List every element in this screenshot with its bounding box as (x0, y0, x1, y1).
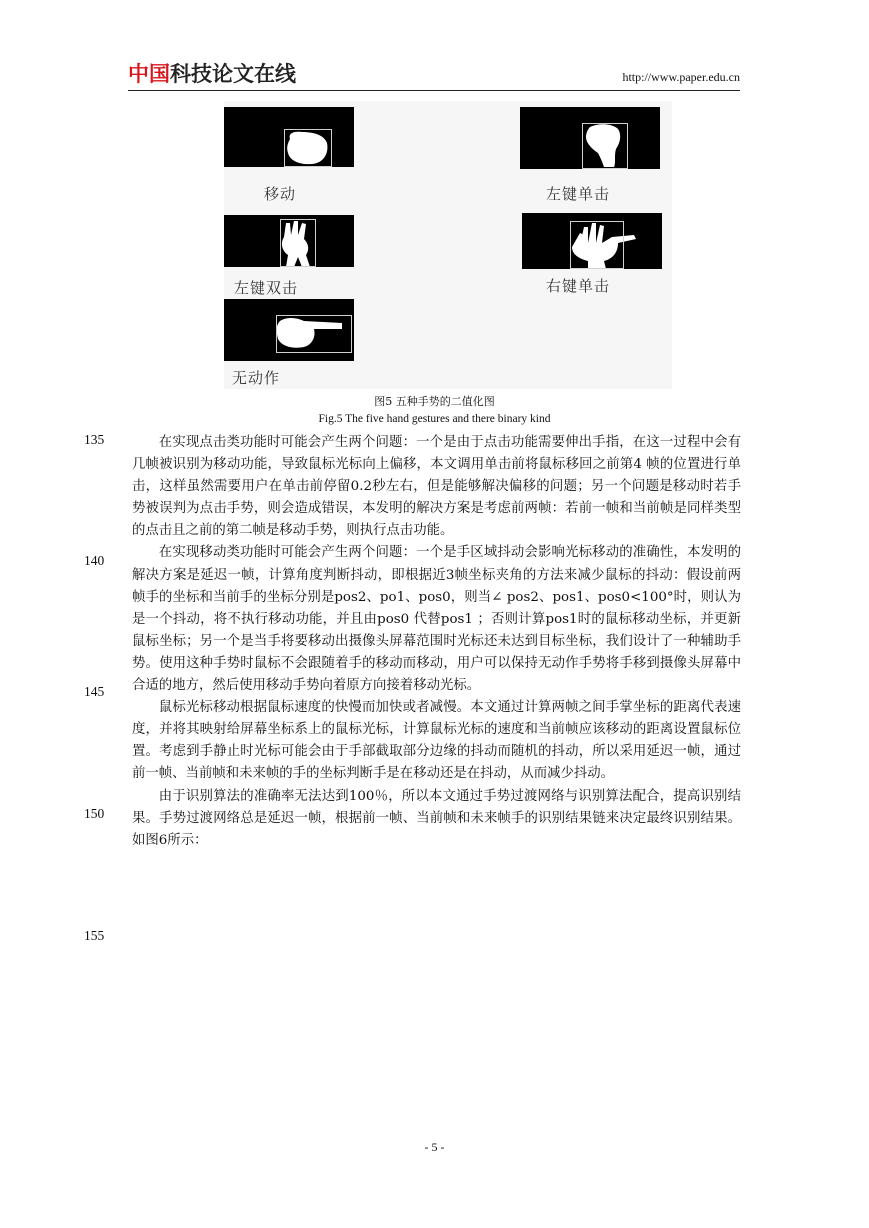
figure-caption-en: Fig.5 The five hand gestures and there binary kind (318, 413, 551, 425)
gesture-label-move: 移动 (264, 185, 297, 203)
line-number: 150 (84, 806, 105, 821)
figure-caption-cn: 图5 五种手势的二值化图 (374, 395, 495, 408)
header-url: http://www.paper.edu.cn (622, 70, 740, 84)
gesture-label-left-double-click: 左键双击 (234, 279, 299, 297)
figure-5 (224, 101, 672, 389)
paragraph: 在实现点击类功能时可能会产生两个问题：一个是由于点击功能需要伸出手指，在这一过程中会有几帧被识别为移动功能，导致鼠标光标向上偏移，本文调用单击前将鼠标移回之前第4 帧的位置进行单击，这样虽然需要用户在单击前停留0.2秒左右，但是能够解决偏移的问题；另一个问题是移动时若手势被误判为点击手势，则会造成错误，本发明的解决方案是考虑前两帧：若前一帧和当前帧是同样类型的点击且之前的第二帧是移动手势，则执行点击功能。 (132, 435, 741, 539)
logo-dark-text: 科技论文在线 (170, 62, 296, 86)
paragraph: 鼠标光标移动根据鼠标速度的快慢而加快或者减慢。本文通过计算两帧之间手掌坐标的距离代表速度，并将其映射给屏幕坐标系上的鼠标光标，计算鼠标光标的速度和当前帧应该移动的距离设置鼠标位置。考虑到手静止时光标可能会由于手部截取部分边缘的抖动而随机的抖动，所以采用延迟一帧，通过前一帧、当前帧和未来帧的手的坐标判断手是在移动还是在抖动，从而减少抖动。 (132, 700, 741, 782)
logo-red-text: 中国 (128, 62, 170, 86)
gesture-left-click-image (520, 107, 660, 169)
paragraph: 由于识别算法的准确率无法达到100％，所以本文通过手势过渡网络与识别算法配合，提高识别结果。手势过渡网络总是延迟一帧，根据前一帧、当前帧和未来帧手的识别结果链来决定最终识别结果。如图6所示： (132, 788, 741, 848)
body-text (132, 432, 741, 852)
gesture-label-right-click: 右键单击 (546, 277, 611, 295)
line-number: 155 (84, 928, 105, 943)
gesture-move-image (224, 107, 354, 167)
gesture-label-no-action: 无动作 (232, 369, 281, 387)
gesture-left-double-click-image (224, 215, 354, 267)
line-number: 140 (84, 553, 105, 568)
line-number: 135 (84, 432, 105, 447)
paragraph: 在实现移动类功能时可能会产生两个问题：一个是手区域抖动会影响光标移动的准确性，本发明的解决方案是延迟一帧，计算角度判断抖动，即根据近3帧坐标夹角的方法来减少鼠标的抖动：假设前两帧手的坐标和当前手的坐标分别是pos2、po1、pos0，则当∠ pos2、pos1、pos0<100°时，则认为是一个抖动，将不执行移动功能，并且由pos0 代替pos1 ；否则计算pos1时的鼠标移动坐标，并更新鼠标坐标；另一个是当手将要移动出摄像头屏幕范围时光标还未达到目标坐标，我们设计了一种辅助手势。使用这种手势时鼠标不会跟随着手的移动而移动，用户可以保持无动作手势将手移到摄像头屏幕中合适的地方，然后使用移动手势向着原方向接着移动光标。 (132, 545, 741, 694)
gesture-label-left-click: 左键单击 (546, 185, 611, 203)
line-number: 145 (84, 684, 105, 699)
page-header (128, 62, 740, 91)
gesture-no-action-image (224, 299, 354, 361)
page-number: - 5 - (424, 1140, 445, 1154)
gesture-right-click-image (522, 213, 662, 269)
journal-logo (128, 62, 296, 86)
